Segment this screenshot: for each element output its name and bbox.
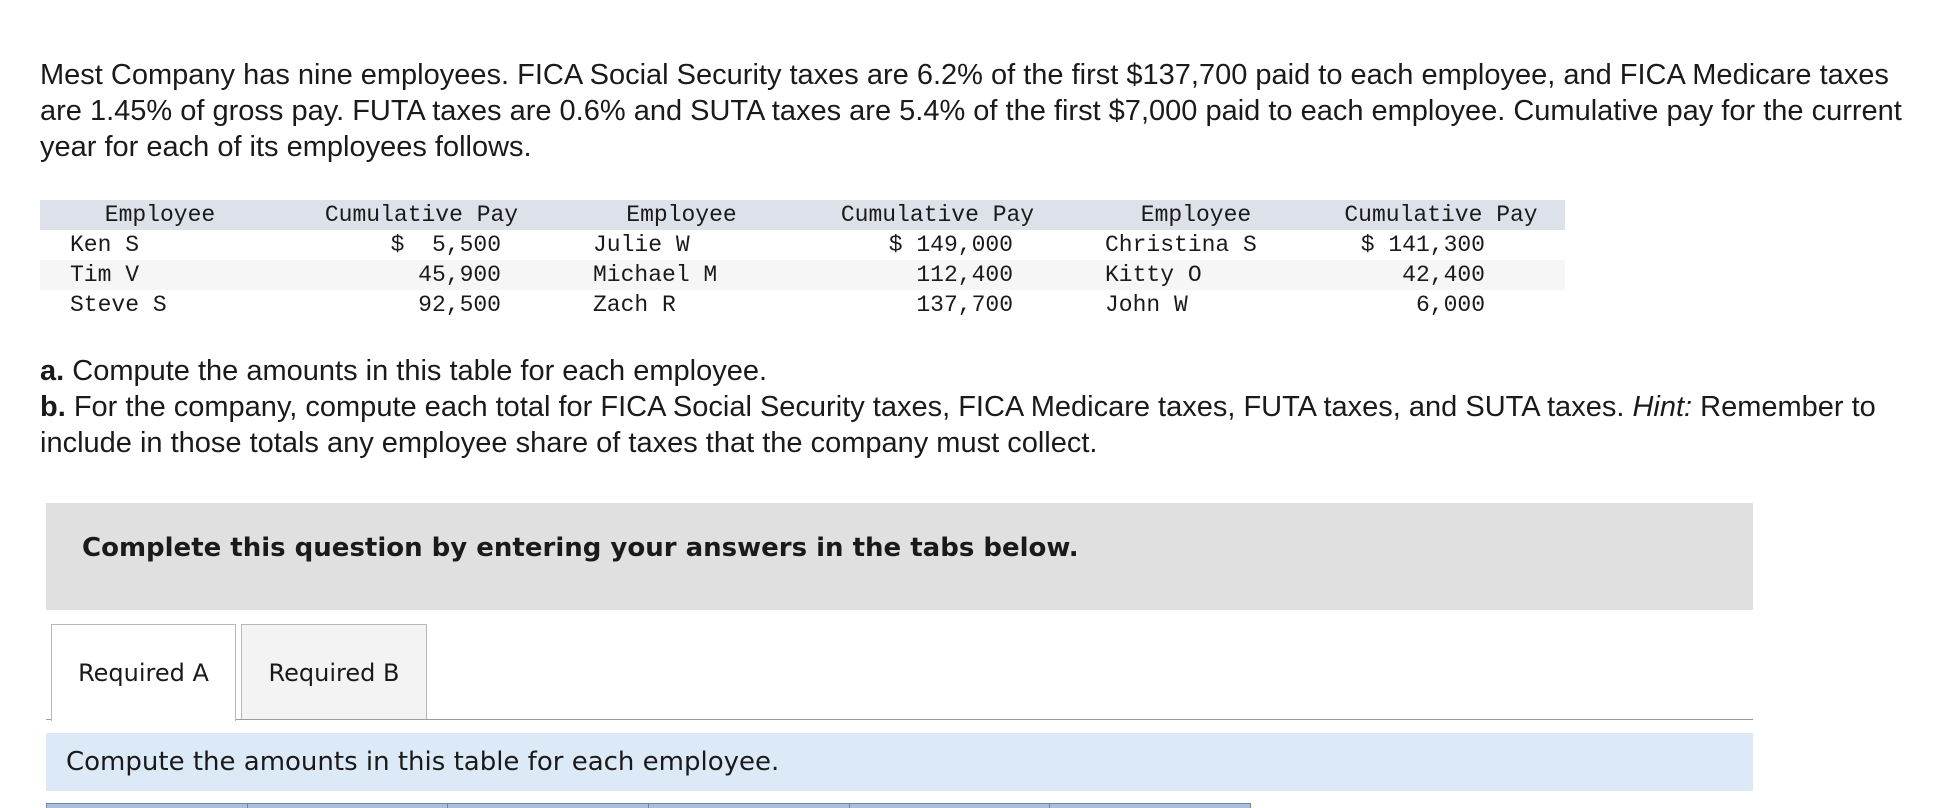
col-header-employee-2: Employee [563, 200, 800, 230]
task-b-hint-text: Remember to include in those totals any employee share of taxes that the company must collect. [40, 391, 1876, 459]
task-b-text: For the company, compute each total for FICA Social Security taxes, FICA Medicare taxes, FUTA taxes, and SUTA taxes. [65, 391, 1633, 423]
cumulative-pay: 42,400 [1317, 260, 1565, 290]
cumulative-pay: $ 5,500 [280, 230, 563, 260]
table-header-row [40, 200, 1565, 230]
col-header-cumulative-pay-2: Cumulative Pay [800, 200, 1075, 230]
employee-name: Christina S [1075, 230, 1317, 260]
answer-table-header [46, 803, 1251, 808]
task-a [40, 353, 1920, 389]
col-header-cumulative-pay-3: Cumulative Pay [1317, 200, 1565, 230]
employee-name: Michael M [563, 260, 800, 290]
table-row [40, 290, 1565, 320]
cumulative-pay: 45,900 [280, 260, 563, 290]
tab-panel-instruction [46, 733, 1753, 791]
answer-header-cell [47, 804, 248, 808]
instruction-box [46, 503, 1753, 610]
employee-name: Steve S [40, 290, 280, 320]
employee-name: John W [1075, 290, 1317, 320]
panel-instruction-text: Compute the amounts in this table for each employee. [66, 747, 780, 777]
task-list [40, 353, 1920, 461]
employee-name: Tim V [40, 260, 280, 290]
tab-required-a[interactable]: Required A [51, 624, 236, 721]
col-header-cumulative-pay-1: Cumulative Pay [280, 200, 563, 230]
table-row [40, 230, 1565, 260]
cumulative-pay: 137,700 [800, 290, 1075, 320]
col-header-employee-1: Employee [40, 200, 280, 230]
cumulative-pay: 112,400 [800, 260, 1075, 290]
problem-intro: Mest Company has nine employees. FICA Social Security taxes are 6.2% of the first $137,700 paid to each employee, and FICA Medicare taxes are 1.45% of gross pay. FUTA taxes are 0.6% and SUTA taxes are 5.4% of the first $7,000 paid to each employee. Cumulative pay for the current year for each of its employees follows. [40, 59, 1902, 163]
task-b [40, 389, 1920, 461]
col-header-employee-3: Employee [1075, 200, 1317, 230]
instruction-text: Complete this question by entering your answers in the tabs below. [82, 533, 1079, 563]
answer-header-cell [448, 804, 649, 808]
cumulative-pay: $ 149,000 [800, 230, 1075, 260]
answer-header-cell [248, 804, 449, 808]
tab-divider [46, 719, 1753, 720]
tab-required-b[interactable]: Required B [241, 624, 427, 720]
answer-header-cell [850, 804, 1051, 808]
task-b-label: b. [40, 391, 66, 423]
employee-name: Zach R [563, 290, 800, 320]
cumulative-pay: 92,500 [280, 290, 563, 320]
cumulative-pay: $ 141,300 [1317, 230, 1565, 260]
answer-header-cell [1050, 804, 1250, 808]
employee-pay-table [40, 200, 1565, 320]
task-a-label: a. [40, 355, 65, 387]
table-row [40, 260, 1565, 290]
employee-name: Ken S [40, 230, 280, 260]
task-b-hint-label: Hint: [1632, 391, 1693, 423]
cumulative-pay: 6,000 [1317, 290, 1565, 320]
employee-name: Kitty O [1075, 260, 1317, 290]
answer-header-cell [649, 804, 850, 808]
employee-name: Julie W [563, 230, 800, 260]
task-a-text: Compute the amounts in this table for each employee. [64, 355, 768, 387]
